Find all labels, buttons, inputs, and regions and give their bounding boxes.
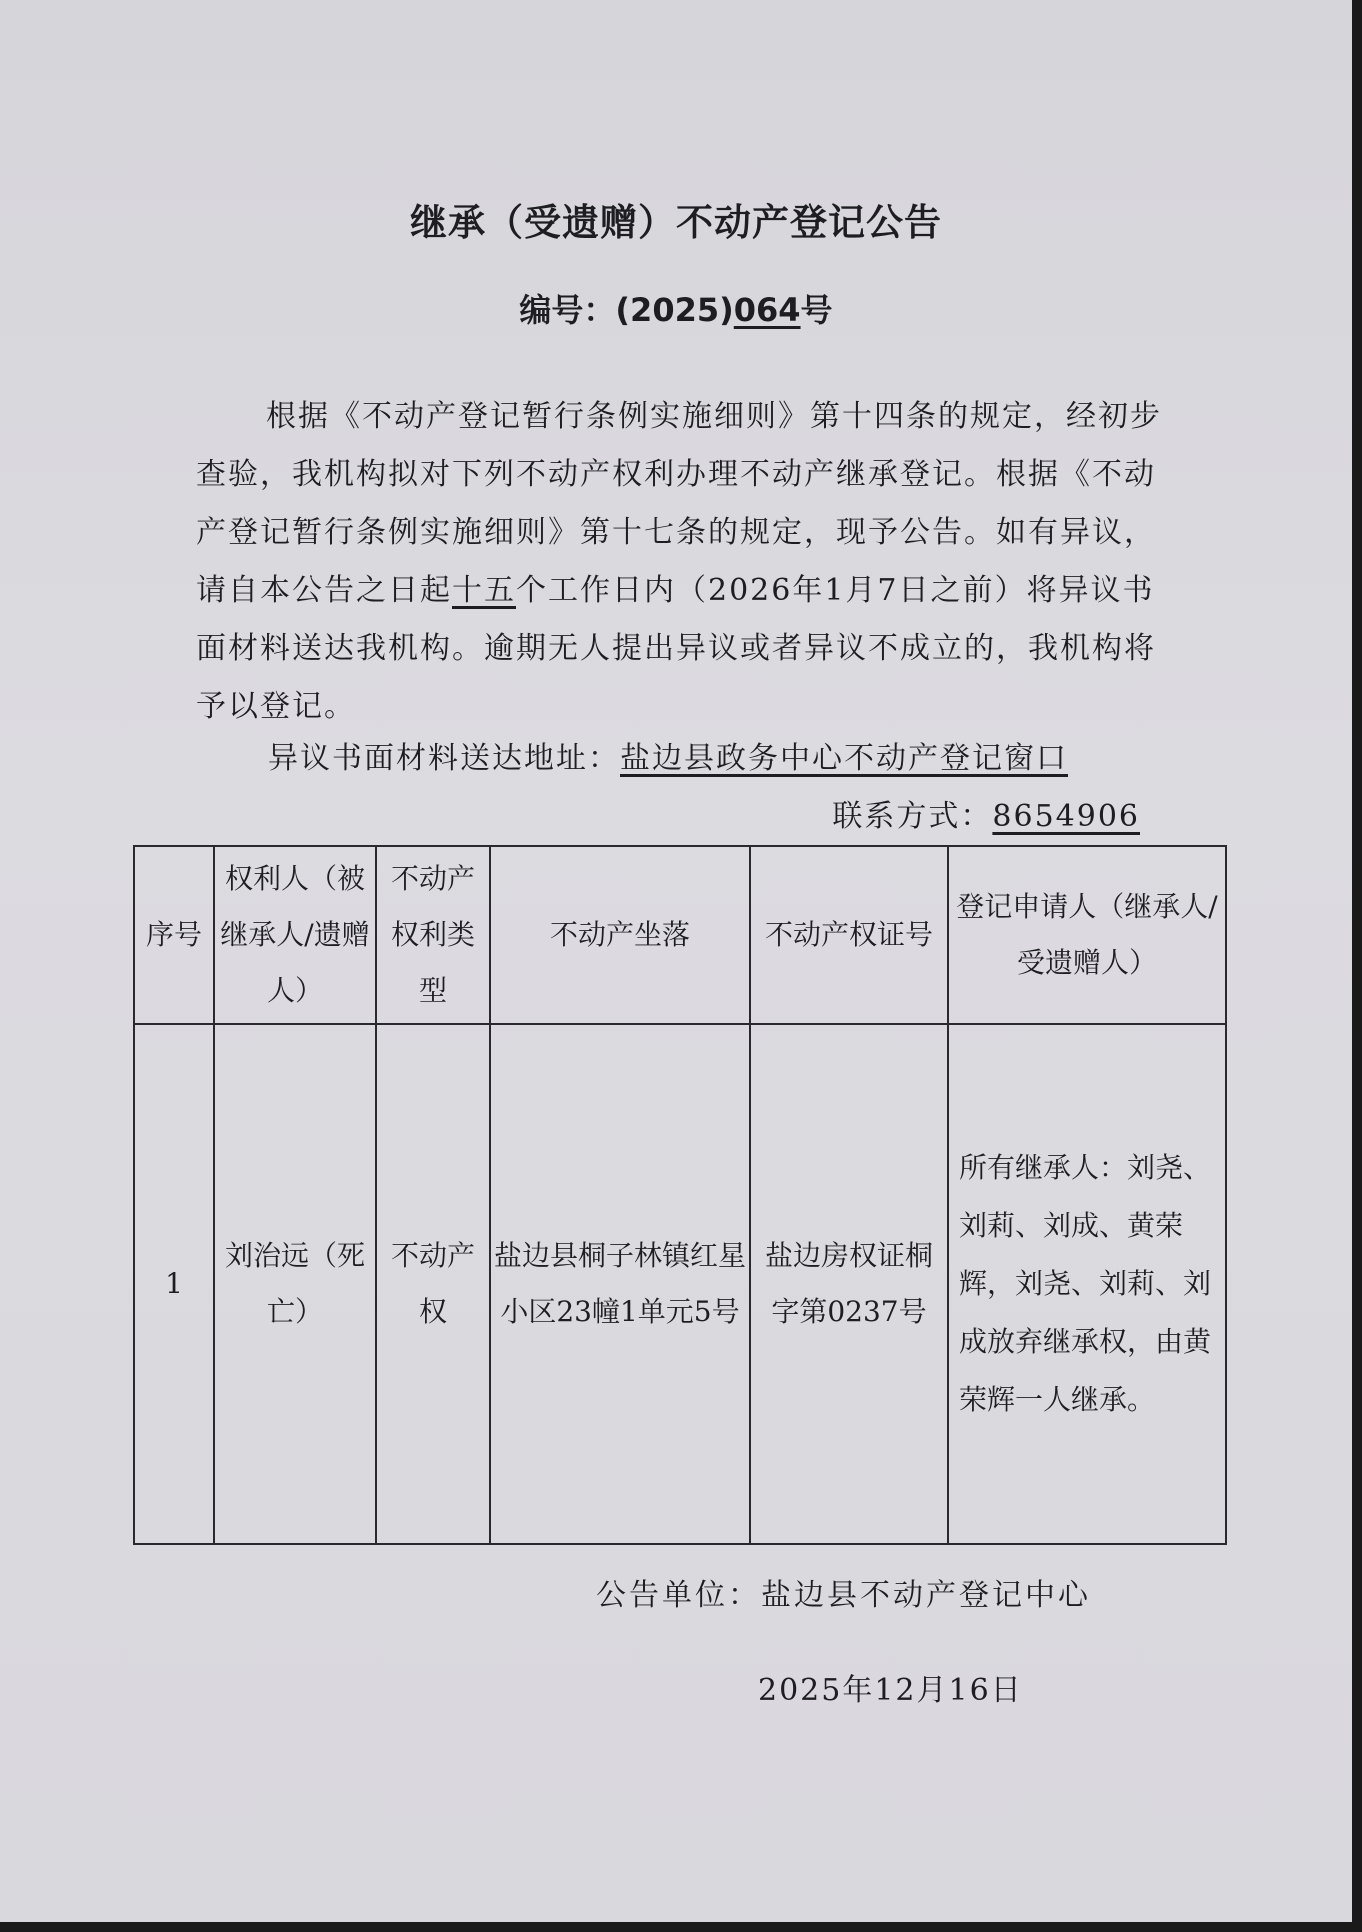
paragraph-part1: 根据《不动产登记暂行条例实施细则》第十四条的规定，经初步查验，我机构拟对下列不动产权利办理不动产继承登记。根据《不动产登记暂行条例实施细则》第十七条的规定，现予公告。如有异议，请自本公告之日起 [196, 399, 1162, 608]
cell-seq: 1 [134, 1024, 214, 1544]
contact-phone: 8654906 [992, 799, 1140, 834]
header-cert-no: 不动产权证号 [750, 846, 948, 1024]
notice-paragraph [196, 388, 1162, 736]
notice-title: 继承（受遗赠）不动产登记公告 [410, 201, 942, 244]
objection-days: 十五 [452, 573, 516, 608]
issue-date: 2025年12月16日 [758, 1673, 1023, 1708]
cell-right-type: 不动产权 [376, 1024, 490, 1544]
objection-address-value: 盐边县政务中心不动产登记窗口 [620, 741, 1068, 776]
header-right-type: 不动产权利类型 [376, 846, 490, 1024]
header-location: 不动产坐落 [490, 846, 750, 1024]
table-row [134, 1024, 1226, 1544]
notice-body [196, 388, 1162, 736]
cell-applicant: 所有继承人：刘尧、刘莉、刘成、黄荣辉，刘尧、刘莉、刘成放弃继承权，由黄荣辉一人继承。 [948, 1024, 1226, 1544]
header-seq: 序号 [134, 846, 214, 1024]
paragraph-part2: 个工作日内（2026年1月7日之前）将异议书面材料送达我机构。逾期无人提出异议或者异议不成立的，我机构将予以登记。 [196, 573, 1156, 724]
cell-cert-no: 盐边房权证桐字第0237号 [750, 1024, 948, 1544]
header-applicant: 登记申请人（继承人/受遗赠人） [948, 846, 1226, 1024]
document-number-suffix: 号 [800, 291, 833, 329]
table-header-row [134, 846, 1226, 1024]
document-number-prefix: 编号：(2025) [519, 291, 734, 329]
registration-table [133, 845, 1227, 1545]
objection-address [268, 730, 1068, 788]
header-holder: 权利人（被继承人/遗赠人） [214, 846, 376, 1024]
document-number [0, 285, 1352, 331]
contact-info [832, 788, 1140, 846]
objection-address-label: 异议书面材料送达地址： [268, 741, 620, 776]
issuing-unit: 公告单位：盐边县不动产登记中心 [596, 1578, 1091, 1613]
cell-location: 盐边县桐子林镇红星小区23幢1单元5号 [490, 1024, 750, 1544]
document-number-value: 064 [733, 291, 801, 329]
cell-holder: 刘治远（死亡） [214, 1024, 376, 1544]
contact-label: 联系方式： [832, 799, 993, 834]
